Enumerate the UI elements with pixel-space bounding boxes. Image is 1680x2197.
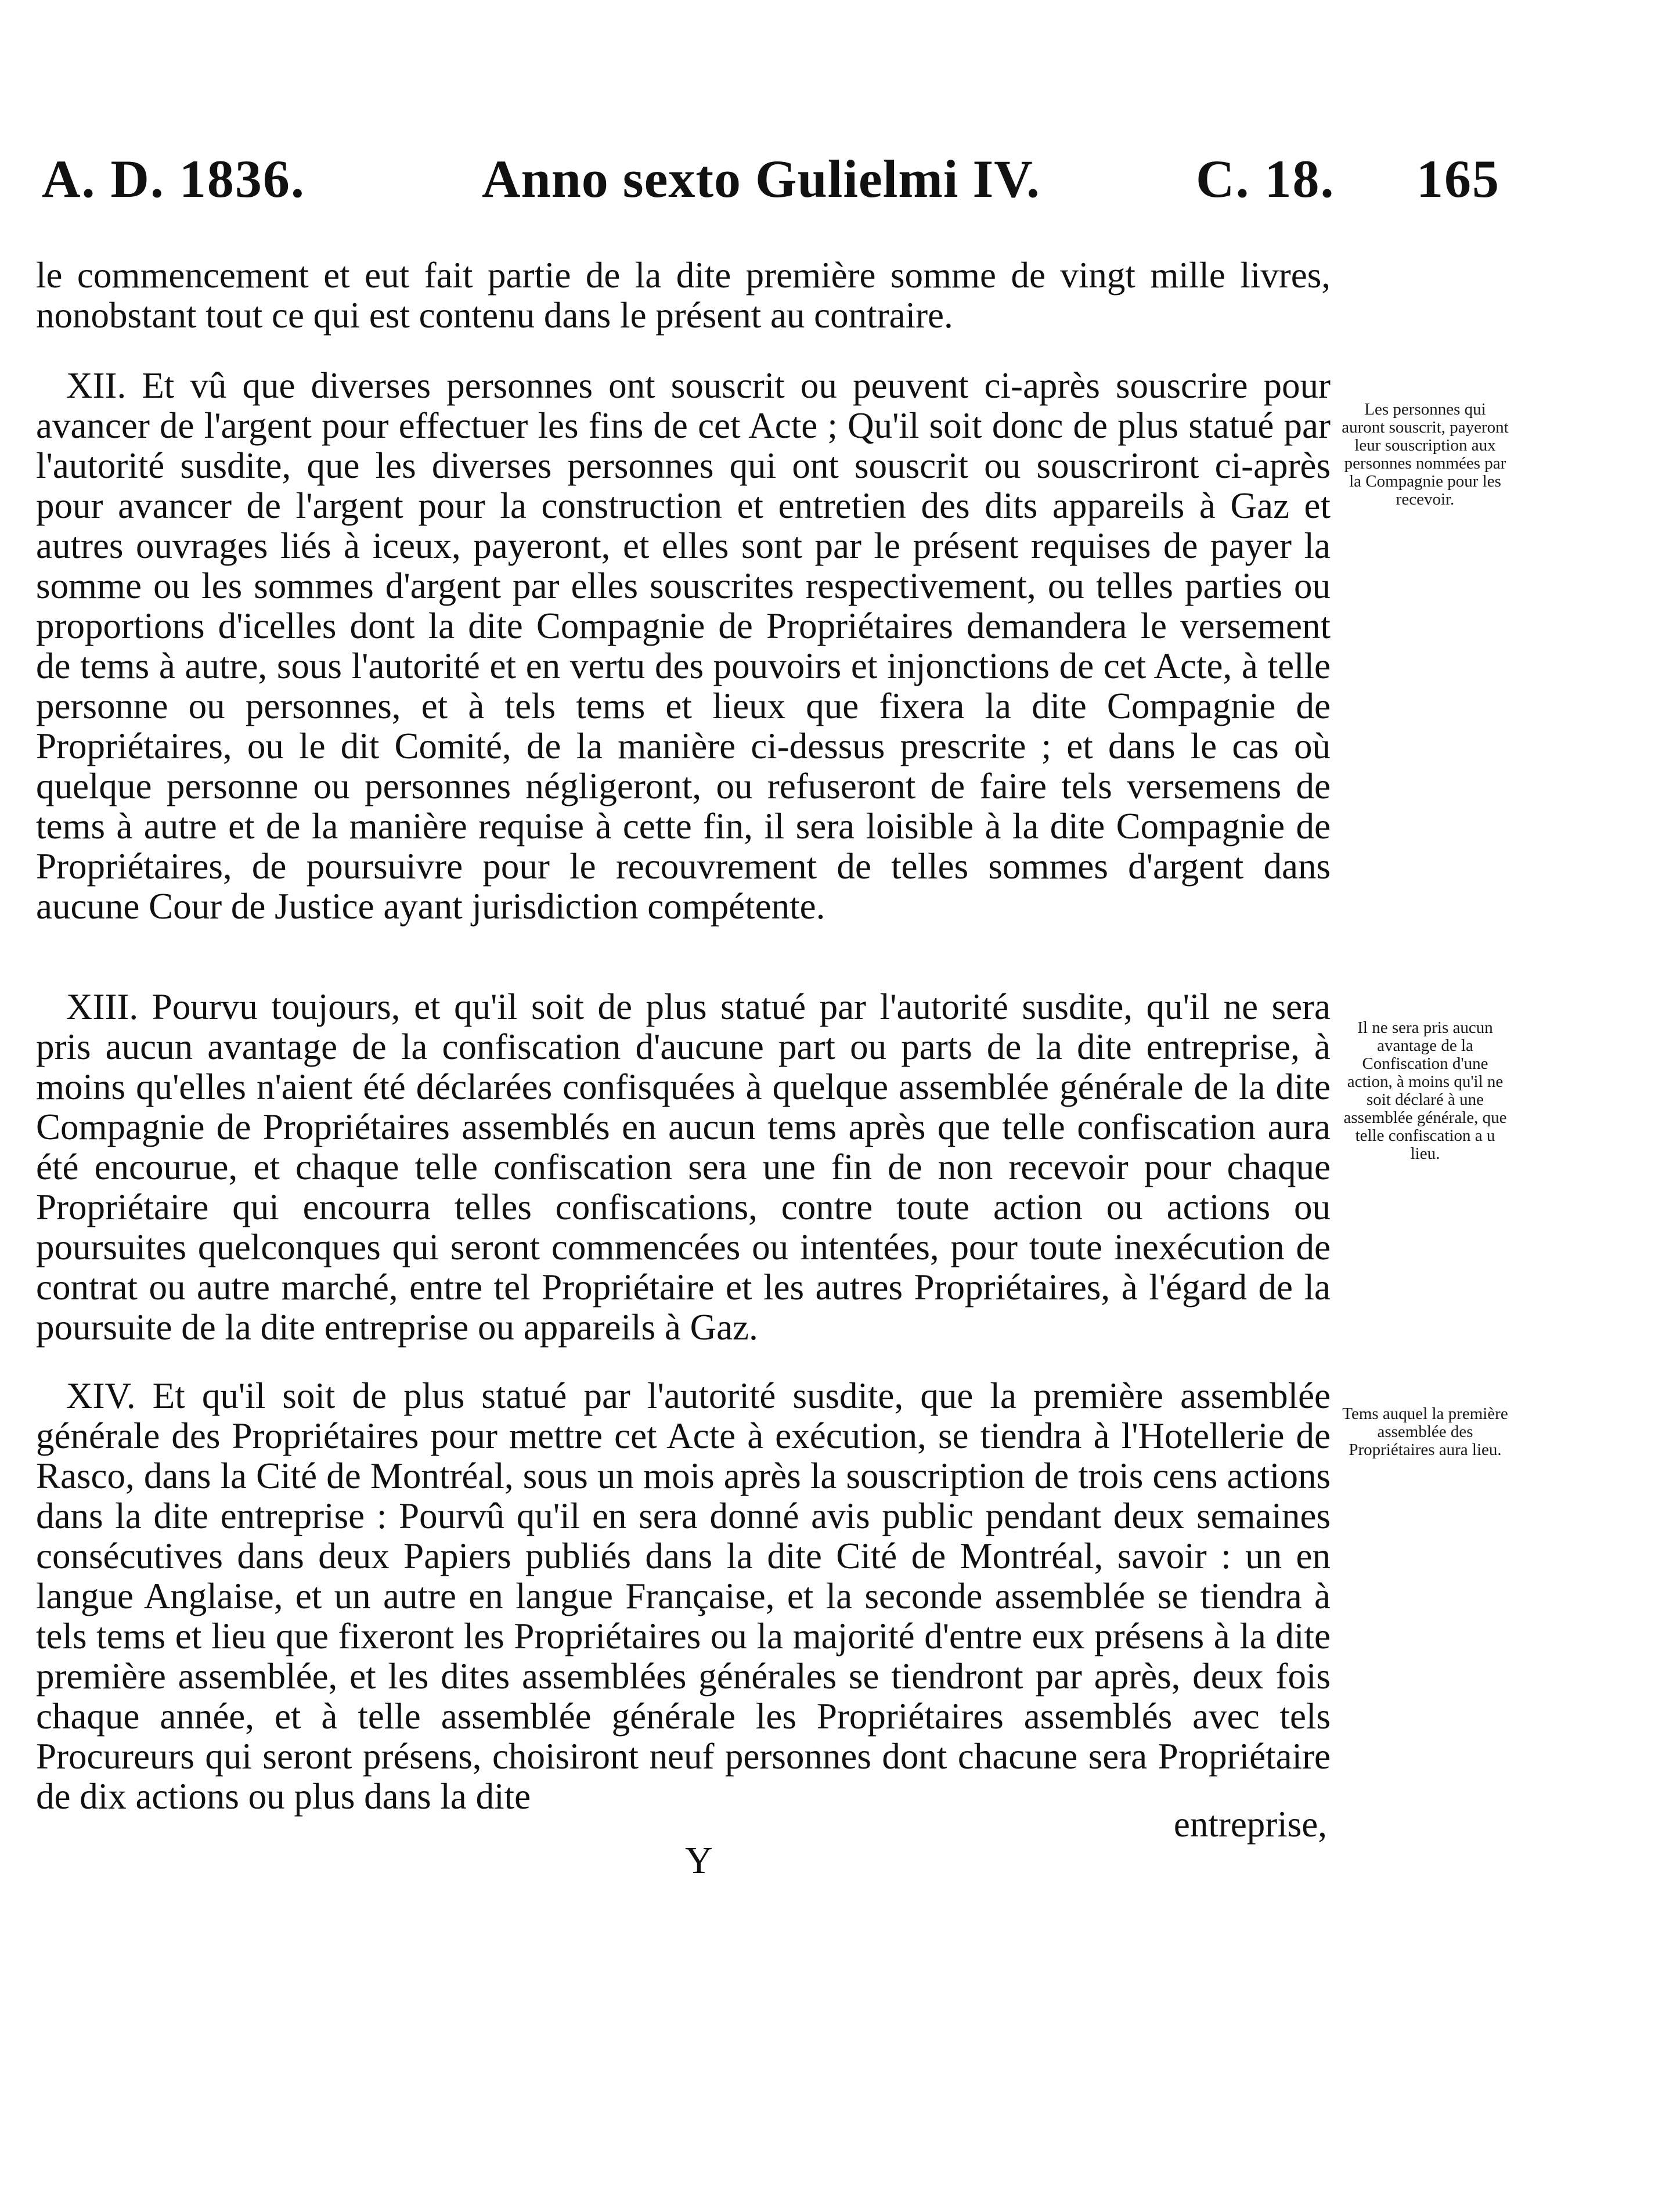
intro-paragraph: le commencement et eut fait partie de la dite première somme de vingt mille livres, nonobstant tout ce qui est contenu dans le présent au contraire. — [36, 255, 1331, 336]
section-number: XIII. — [66, 986, 139, 1027]
catchword: entreprise, — [1173, 1804, 1327, 1845]
margin-note-xii: Les personnes qui auront souscrit, payeront leur souscription aux personnes nommées par la Compagnie pour les recevoir. — [1342, 400, 1509, 509]
section-xiv — [36, 1376, 1331, 1817]
header-year: A. D. 1836. — [42, 149, 305, 208]
header-chapter: C. 18. — [1196, 149, 1335, 208]
section-number: XII. — [66, 365, 127, 406]
section-xii — [36, 366, 1331, 927]
section-xiii — [36, 987, 1331, 1348]
section-number: XIV. — [66, 1375, 136, 1416]
section-text: Pourvu toujours, et qu'il soit de plus statué par l'autorité susdite, qu'il ne sera pris aucun avantage de la confiscation d'aucune part ou parts de la dite entreprise, à moins qu'elles n'aient été déclarées confisquées à quelque assemblée générale de la dite Compagnie de Propriétaires assemblés en aucun tems après que telle confiscation aura été encourue, et chaque telle confiscation sera une fin de non recevoir pour chaque Propriétaire qui encourra telles confiscations, contre toute action ou actions ou poursuites quelconques qui seront commencées ou intentées, pour toute inexécution de contrat ou autre marché, entre tel Propriétaire et les autres Propriétaires, à l'égard de la poursuite de la dite entreprise ou appareils à Gaz. — [36, 986, 1331, 1348]
page-number: 165 — [1416, 149, 1500, 208]
section-text: Et qu'il soit de plus statué par l'autorité susdite, que la première assemblée générale des Propriétaires pour mettre cet Acte à exécution, se tiendra à l'Hotellerie de Rasco, dans la Cité de Montréal, sous un mois après la souscription de trois cens actions dans la dite entreprise : Pourvû qu'il en sera donné avis public pendant deux semaines consécutives dans deux Papiers publiés dans la dite Cité de Montréal, savoir : un en langue Anglaise, et un autre en langue Française, et la seconde assemblée se tiendra à tels tems et lieu que fixeront les Propriétaires ou la majorité d'entre eux présens à la dite première assemblée, et les dites assemblées générales se tiendront par après, deux fois chaque année, et à telle assemblée générale les Propriétaires assemblés avec tels Procureurs qui seront présens, choisiront neuf personnes dont chacune sera Propriétaire de dix actions ou plus dans la dite — [36, 1375, 1331, 1817]
section-text: Et vû que diverses personnes ont souscrit ou peuvent ci-après souscrire pour avancer de l'argent pour effectuer les fins de cet Acte ; Qu'il soit donc de plus statué par l'autorité susdite, que les diverses personnes qui ont souscrit ou souscriront ci-après pour avancer de l'argent pour la construction et entretien des dits appareils à Gaz et autres ouvrages liés à iceux, payeront, et elles sont par le présent requises de payer la somme ou les sommes d'argent par elles souscrites respectivement, ou telles parties ou proportions d'icelles dont la dite Compagnie de Propriétaires demandera le versement de tems à autre, sous l'autorité et en vertu des pouvoirs et injonctions de cet Acte, à telle personne ou personnes, et à tels tems et lieux que fixera la dite Compagnie de Propriétaires, ou le dit Comité, de la manière ci-dessus prescrite ; et dans le cas où quelque personne ou personnes négligeront, ou refuseront de faire tels versemens de tems à autre et de la manière requise à cette fin, il sera loisible à la dite Compagnie de Propriétaires, de poursuivre pour le recouvrement de telles sommes d'argent dans aucune Cour de Justice ayant jurisdiction compétente. — [36, 365, 1331, 927]
margin-note-xiii: Il ne sera pris aucun avantage de la Confiscation d'une action, à moins qu'il ne soit déclaré à une assemblée générale, que telle confiscation a u lieu. — [1343, 1018, 1507, 1163]
signature-mark: Y — [685, 1839, 713, 1882]
margin-note-xiv: Tems auquel la première assemblée des Propriétaires aura lieu. — [1342, 1404, 1508, 1459]
header-regnal-year: Anno sexto Gulielmi IV. — [482, 149, 1040, 208]
